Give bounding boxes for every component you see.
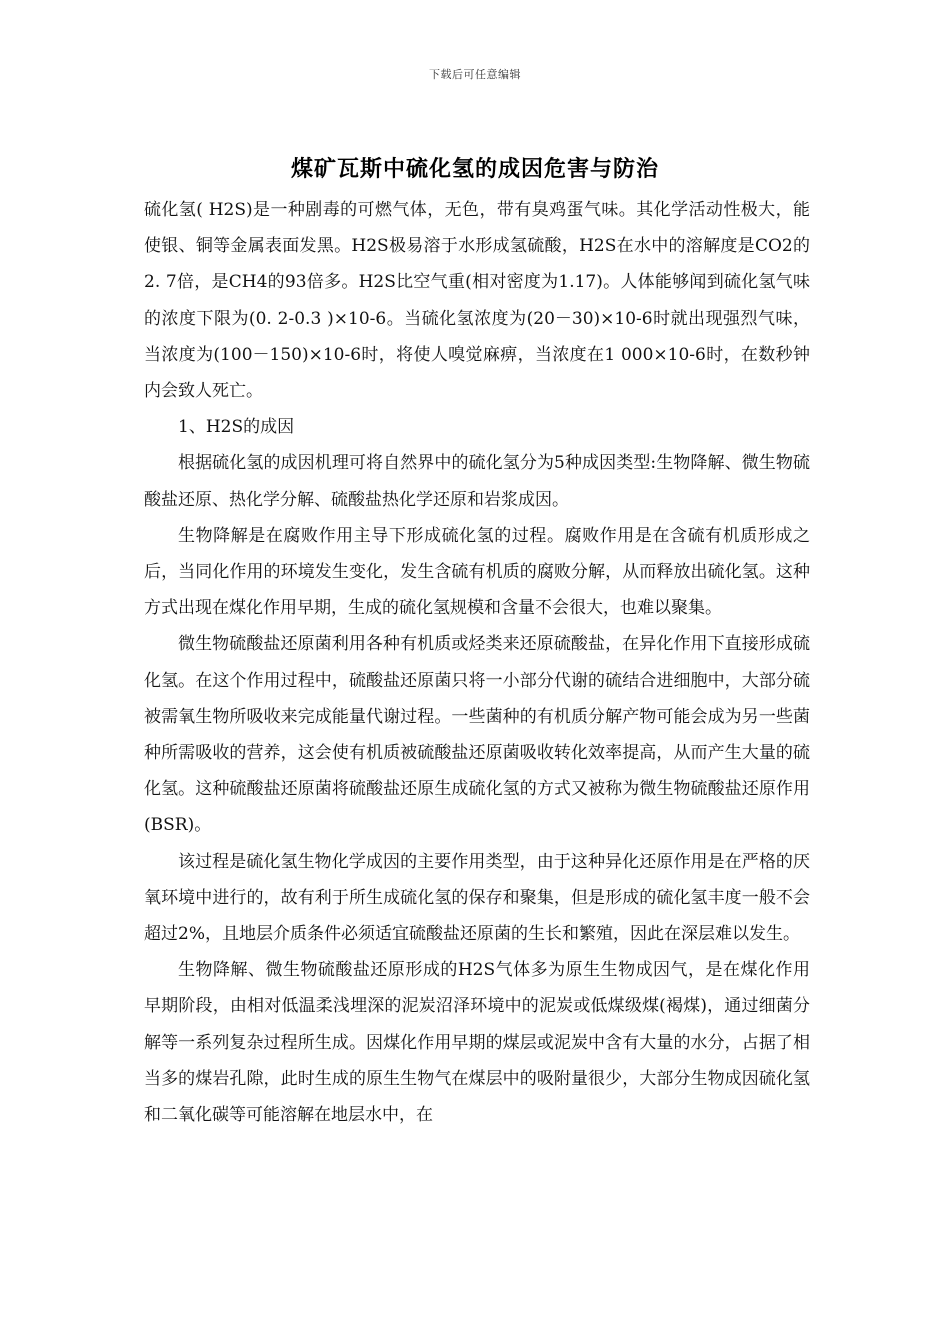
section-heading: 1、H2S的成因 (178, 417, 295, 438)
paragraph-2: 生物降解是在腐败作用主导下形成硫化氢的过程。腐败作用是在含硫有机质形成之后，当同化作用的环境发生变化，发生含硫有机质的腐败分解，从而释放出硫化氢。这种方式出现在煤化作用早期，生成的硫化氢规模和含量不会很大，也难以聚集。 (144, 525, 810, 619)
paragraph-3: 微生物硫酸盐还原菌利用各种有机质或烃类来还原硫酸盐，在异化作用下直接形成硫化氢。在这个作用过程中，硫酸盐还原菌只将一小部分代谢的硫结合进细胞中，大部分硫被需氧生物所吸收来完成能量代谢过程。一些菌种的有机质分解产物可能会成为另一些菌种所需吸收的营养，这会使有机质被硫酸盐还原菌吸收转化效率提高，从而产生大量的硫化氢。这种硫酸盐还原菌将硫酸盐还原生成硫化氢的方式又被称为微生物硫酸盐还原作用(BSR)。 (144, 634, 810, 836)
document-body (144, 192, 810, 1133)
paragraph-4: 该过程是硫化氢生物化学成因的主要作用类型，由于这种异化还原作用是在严格的厌氧环境中进行的，故有利于所生成硫化氢的保存和聚集，但是形成的硫化氢丰度一般不会超过2%，且地层介质条件必须适宜硫酸盐还原菌的生长和繁殖，因此在深层难以发生。 (144, 851, 810, 945)
paragraph-5: 生物降解、微生物硫酸盐还原形成的H2S气体多为原生生物成因气，是在煤化作用早期阶段，由相对低温柔浅埋深的泥炭沼泽环境中的泥炭或低煤级煤(褐煤)，通过细菌分解等一系列复杂过程所生成。因煤化作用早期的煤层或泥炭中含有大量的水分，占据了相当多的煤岩孔隙，此时生成的原生生物气在煤层中的吸附量很少，大部分生物成因硫化氢和二氧化碳等可能溶解在地层水中，在 (144, 960, 810, 1126)
header-note: 下载后可任意编辑 (429, 68, 521, 81)
document-title: 煤矿瓦斯中硫化氢的成因危害与防治 (290, 157, 659, 182)
intro-paragraph: 硫化氢( H2S)是一种剧毒的可燃气体，无色，带有臭鸡蛋气味。其化学活动性极大，能使银、铜等金属表面发黑。H2S极易溶于水形成氢硫酸，H2S在水中的溶解度是CO2的2. 7倍，是CH4的93倍多。H2S比空气重(相对密度为1.17)。人体能够闻到硫化氢气味的浓度下限为(0. 2-0.3 )×10-6。当硫化氢浓度为(20－30)×10-6时就出现强烈气味，当浓度为(100－150)×10-6时，将使人嗅觉麻痹，当浓度在1 000×10-6时，在数秒钟内会致人死亡。 (144, 200, 810, 402)
paragraph-1: 根据硫化氢的成因机理可将自然界中的硫化氢分为5种成因类型:生物降解、微生物硫酸盐还原、热化学分解、硫酸盐热化学还原和岩浆成因。 (144, 453, 810, 510)
